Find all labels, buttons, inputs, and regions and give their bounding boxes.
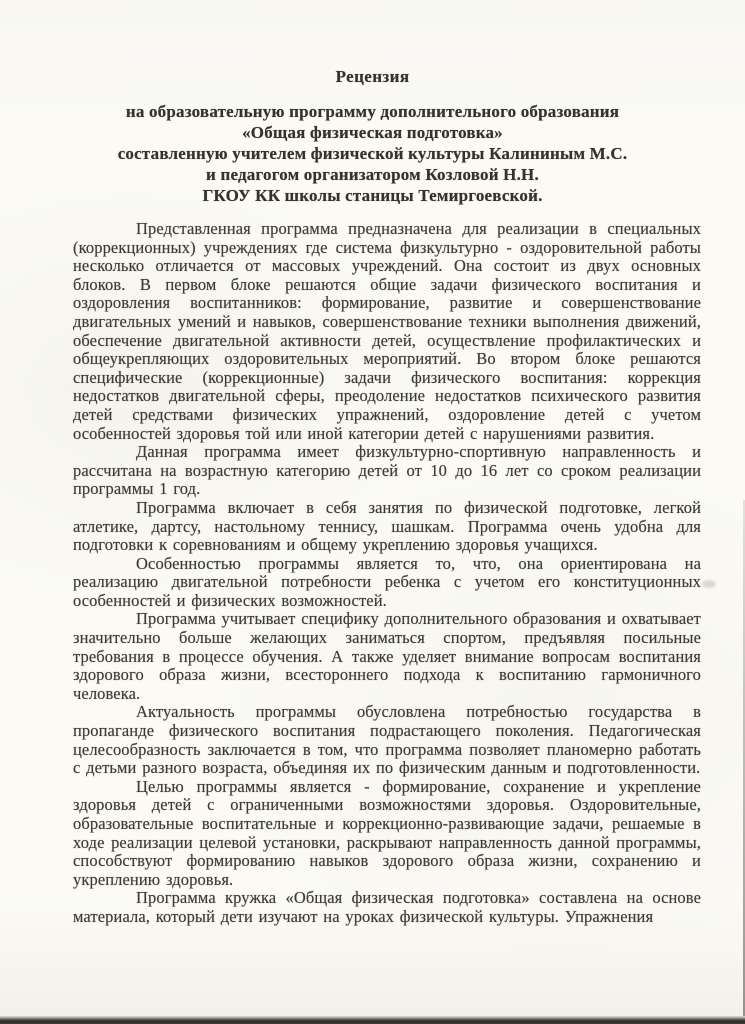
paragraph-goal: Целью программы является - формирование, сохранение и укрепление здоровья детей с ограниченными возможностями здоровья. Оздоровительные, образовательные воспитательные и коррекционно-развивающие задачи, решаемые в ходе реализации целевой установки, раскрывают направленность данной программы, способствуют формированию навыков здорового образа жизни, сохранению и укреплению здоровья. (73, 776, 701, 889)
paragraph-feature: Особенностью программы является то, что, она ориентирована на реализацию двигательной потребности ребенка с учетом его конституционных особенностей и физических возможностей. (73, 553, 701, 610)
document-body (73, 220, 701, 927)
paragraph-relevance: Актуальность программы обусловлена потребностью государства в пропаганде физического воспитания подрастающего поколения. Педагогическая целесообразность заключается в том, что программа позволяет планомерно работать с детьми разного возраста, объединяя их по физическим данным и подготовленности. (73, 702, 701, 778)
document-title: Рецензия (335, 67, 410, 86)
scan-bottom-band-artifact (0, 1016, 745, 1024)
paragraph-basis: Программа кружка «Общая физическая подготовка» составлена на основе материала, который дети изучают на уроках физической культуры. Упражнения (73, 888, 701, 926)
subtitle-line-school: ГКОУ КК школы станицы Темиргоевской. (202, 186, 543, 205)
scan-smudge-artifact (702, 580, 716, 588)
paragraph-intro-blocks: Представленная программа предназначена для реализации в специальных (коррекционных) учреждениях где система физкультурно - оздоровительной работы несколько отличается от массовых учреждений. Она состоит из двух основных блоков. В первом блоке решаются общие задачи физического воспитания и оздоровления воспитанников: формирование, развитие и совершенствование двигательных умений и навыков, совершенствование техники выполнения движений, обеспечение двигательной активности детей, осуществление профилактических и общеукрепляющих оздоровительных мероприятий. Во втором блоке решаются специфические (коррекционные) задачи физического воспитания: коррекция недостатков двигательной сферы, преодоление недостатков психического развития детей средствами физических упражнений, оздоровление детей с учетом особенностей здоровья той или иной категории детей с нарушениями развития. (73, 219, 701, 443)
subtitle-line-program-name: «Общая физическая подготовка» (242, 123, 503, 142)
subtitle-line-author-1: составленную учителем физической культуры Калининым М.С. (117, 144, 628, 163)
document-subtitle-block (0, 101, 745, 206)
paragraph-specificity: Программа учитывает специфику дополнительного образования и охватывает значительно больше желающих заниматься спортом, предъявляя посильные требования в процессе обучения. А также уделяет внимание вопросам воспитания здорового образа жизни, всестороннего подхода к воспитанию гармоничного человека. (73, 609, 701, 703)
subtitle-line-program: на образовательную программу дополнительного образования (125, 102, 620, 121)
paragraph-activities: Программа включает в себя занятия по физической подготовке, легкой атлетике, дартсу, настольному теннису, шашкам. Программа очень удобна для подготовки к соревнованиям и общему укреплению здоровья учащихся. (73, 497, 701, 555)
paragraph-orientation-age: Данная программа имеет физкультурно-спортивную направленность и рассчитана на возрастную категорию детей от 10 до 16 лет со сроком реализации программы 1 год. (73, 442, 701, 499)
subtitle-line-author-2: и педагогом организатором Козловой Н.Н. (206, 165, 539, 184)
